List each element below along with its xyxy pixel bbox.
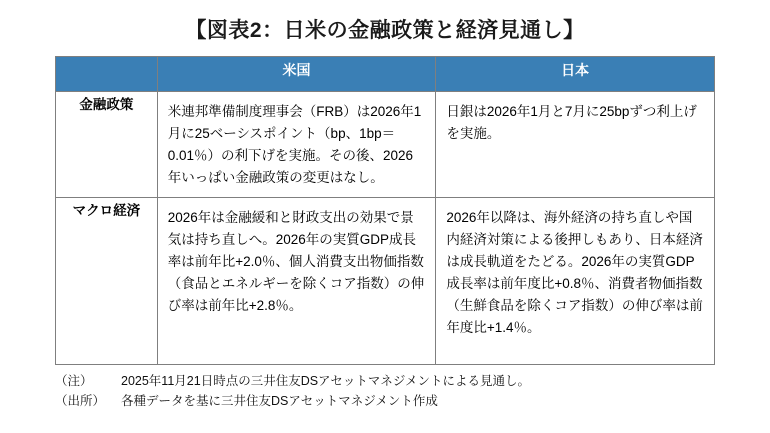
- footnote-source-label: （出所）: [55, 393, 106, 408]
- row-label-monetary-policy: 金融政策: [56, 92, 158, 198]
- cell-macro-economy-us: 2026年は金融緩和と財政支出の効果で景気は持ち直しへ。2026年の実質GDP成長率は前年比+2.0％、個人消費支出物価指数（食品とエネルギーを除くコア指数）の伸び率は前年比+2.8％。: [157, 198, 436, 365]
- table-body: [56, 92, 715, 365]
- table-header-jp: 日本: [436, 57, 715, 92]
- table-container: [55, 56, 715, 365]
- policy-outlook-table: [55, 56, 715, 365]
- table-row: [56, 92, 715, 198]
- cell-monetary-policy-jp: 日銀は2026年1月と7月に25bpずつ利上げを実施。: [436, 92, 715, 198]
- footnote-source: [55, 392, 715, 411]
- row-label-macro-economy: マクロ経済: [56, 198, 158, 365]
- footnotes: [55, 372, 715, 411]
- table-row: [56, 198, 715, 365]
- table-header-row: [56, 57, 715, 92]
- cell-macro-economy-jp: 2026年以降は、海外経済の持ち直しや国内経済対策による後押しもあり、日本経済は成長軌道をたどる。2026年の実質GDP成長率は前年度比+0.8％、消費者物価指数（生鮮食品を除くコア指数）の伸び率は前年度比+1.4％。: [436, 198, 715, 365]
- footnote-note: [55, 372, 715, 391]
- footnote-note-text: 2025年11月21日時点の三井住友DSアセットマネジメントによる見通し。: [121, 374, 531, 389]
- footnote-note-label: （注）: [55, 374, 93, 389]
- table-header: [56, 57, 715, 92]
- table-header-corner: [56, 57, 158, 92]
- footnote-source-text: 各種データを基に三井住友DSアセットマネジメント作成: [121, 393, 438, 408]
- table-header-us: 米国: [157, 57, 436, 92]
- cell-monetary-policy-us: 米連邦準備制度理事会（FRB）は2026年1月に25ベーシスポイント（bp、1bp＝0.01％）の利下げを実施。その後、2026年いっぱい金融政策の変更はなし。: [157, 92, 436, 198]
- page-title: 【図表2：日米の金融政策と経済見通し】: [185, 19, 585, 42]
